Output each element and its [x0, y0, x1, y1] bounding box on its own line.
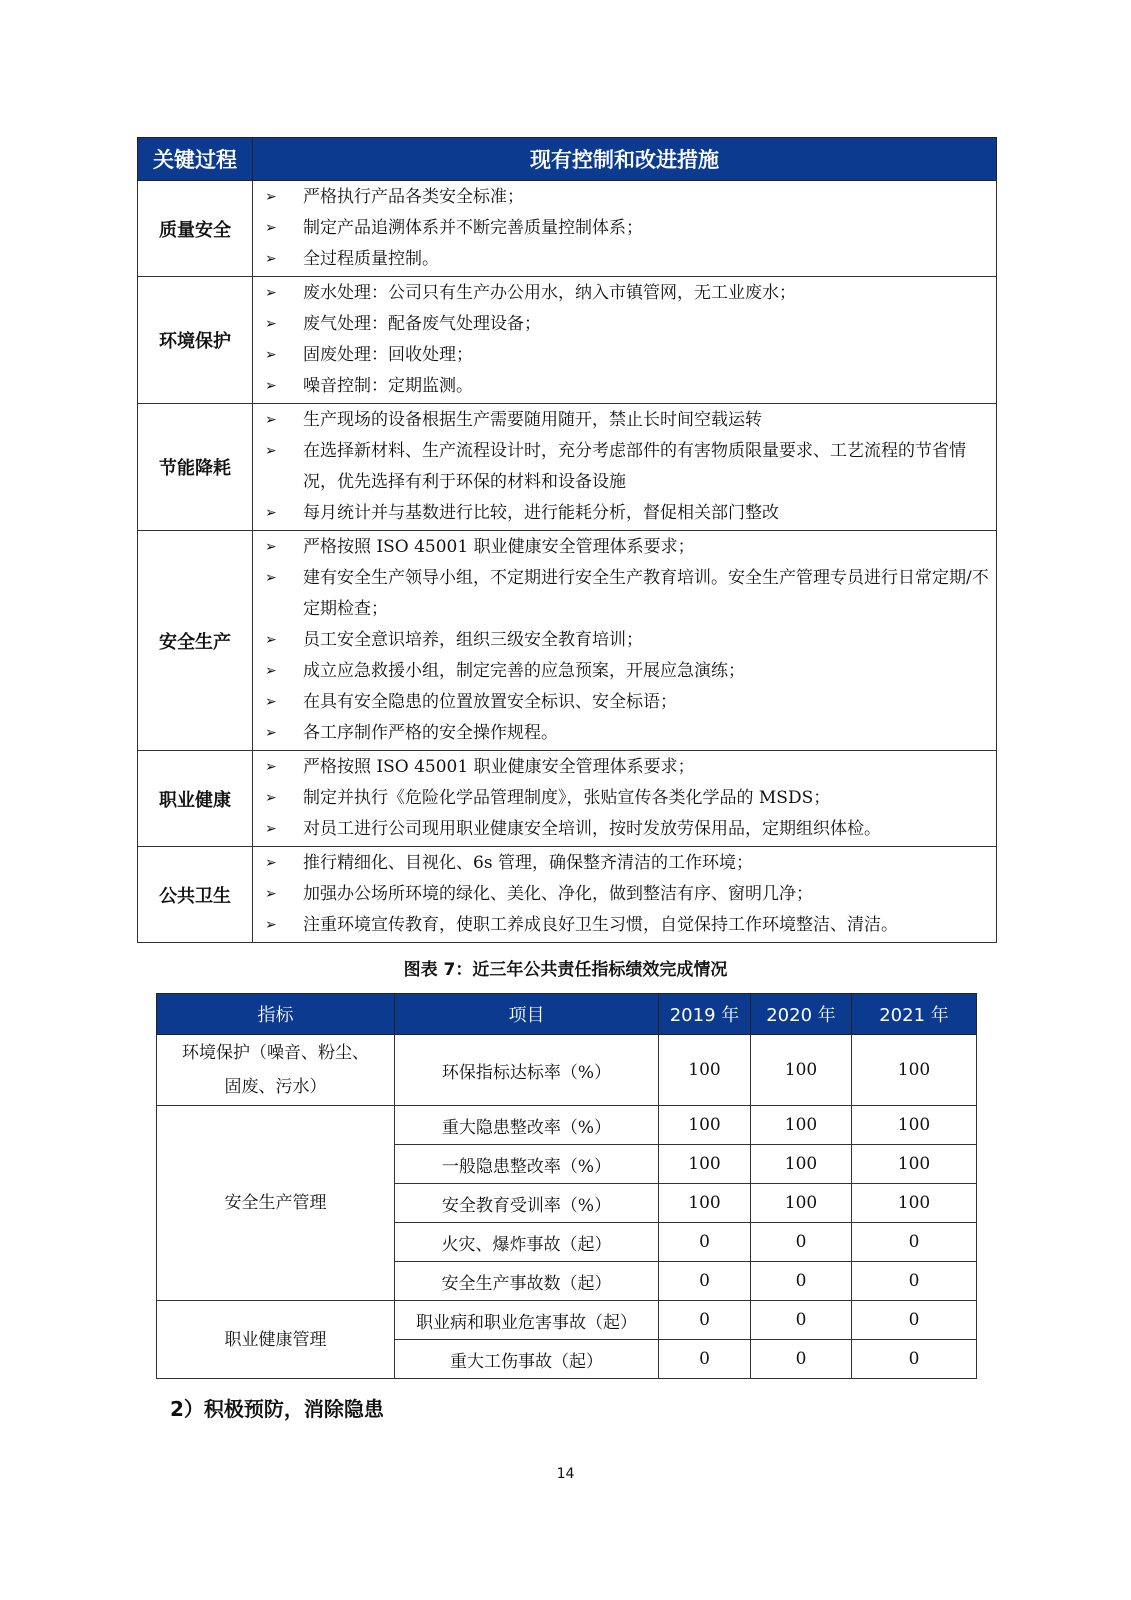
item-cell: 重大工伤事故（起） [395, 1340, 659, 1379]
list-item-text: 推行精细化、目视化、6s 管理，确保整齐清洁的工作环境； [303, 853, 753, 873]
value-cell: 0 [852, 1301, 977, 1340]
arrow-bullet-icon: ➢ [265, 347, 277, 363]
list-item [265, 656, 990, 687]
arrow-bullet-icon: ➢ [265, 855, 277, 871]
list-item-text: 噪音控制：定期监测。 [303, 376, 473, 396]
table-row [157, 1106, 977, 1145]
indicator-cell [157, 1301, 395, 1379]
table-row [138, 181, 997, 277]
arrow-bullet-icon: ➢ [265, 886, 277, 902]
arrow-bullet-icon: ➢ [265, 505, 277, 521]
list-item-text: 成立应急救援小组，制定完善的应急预案，开展应急演练； [303, 661, 745, 681]
value-cell: 100 [852, 1106, 977, 1145]
list-item [265, 278, 990, 309]
table-row [157, 1035, 977, 1106]
key-process-cell: 公共卫生 [138, 847, 253, 943]
list-item-text: 生产现场的设备根据生产需要随用随开，禁止长时间空载运转 [303, 410, 762, 430]
list-item [265, 532, 990, 563]
arrow-bullet-icon: ➢ [265, 251, 277, 267]
value-cell: 100 [852, 1035, 977, 1106]
list-item-text: 员工安全意识培养，组织三级安全教育培训； [303, 630, 643, 650]
list-item-text: 每月统计并与基数进行比较，进行能耗分析，督促相关部门整改 [303, 503, 779, 523]
value-cell: 0 [659, 1340, 751, 1379]
value-cell: 100 [852, 1145, 977, 1184]
value-cell: 0 [852, 1223, 977, 1262]
list-item-text: 严格按照 ISO 45001 职业健康安全管理体系要求； [303, 757, 695, 777]
list-item [265, 498, 990, 529]
list-item [265, 718, 990, 749]
arrow-bullet-icon: ➢ [265, 189, 277, 205]
measures-cell [253, 181, 997, 277]
list-item [265, 563, 990, 625]
list-item-text: 废气处理：配备废气处理设备； [303, 314, 541, 334]
measures-cell [253, 404, 997, 531]
list-item-text: 注重环境宣传教育，使职工养成良好卫生习惯，自觉保持工作环境整洁、清洁。 [303, 915, 898, 935]
arrow-bullet-icon: ➢ [265, 790, 277, 806]
arrow-bullet-icon: ➢ [265, 285, 277, 301]
value-cell: 100 [751, 1184, 852, 1223]
indicator-label: 安全生产管理 [224, 1193, 327, 1213]
arrow-bullet-icon: ➢ [265, 759, 277, 775]
measures-cell [253, 277, 997, 404]
list-item-text: 各工序制作严格的安全操作规程。 [303, 723, 558, 743]
list-item [265, 625, 990, 656]
section-heading: 2）积极预防，消除隐患 [170, 1397, 384, 1421]
page-number: 14 [556, 1466, 575, 1482]
key-process-cell: 质量安全 [138, 181, 253, 277]
item-cell: 火灾、爆炸事故（起） [395, 1223, 659, 1262]
list-item-text: 制定产品追溯体系并不断完善质量控制体系； [303, 218, 643, 238]
item-cell: 环保指标达标率（%） [395, 1035, 659, 1106]
measures-cell [253, 751, 997, 847]
header-year-2019: 2019 年 [659, 994, 751, 1035]
arrow-bullet-icon: ➢ [265, 412, 277, 428]
measures-cell [253, 531, 997, 751]
table-row [157, 1301, 977, 1340]
key-process-cell: 职业健康 [138, 751, 253, 847]
list-item-text: 制定并执行《危险化学品管理制度》，张贴宣传各类化学品的 MSDS； [303, 788, 831, 808]
list-item [265, 910, 990, 941]
value-cell: 100 [751, 1035, 852, 1106]
value-cell: 0 [751, 1223, 852, 1262]
header-label: 现有控制和改进措施 [530, 148, 719, 172]
value-cell: 100 [659, 1035, 751, 1106]
table-header-row [138, 138, 997, 181]
key-process-cell: 节能降耗 [138, 404, 253, 531]
indicator-label: 固废、污水） [224, 1077, 327, 1097]
list-item [265, 752, 990, 783]
value-cell: 0 [852, 1340, 977, 1379]
value-cell: 0 [751, 1262, 852, 1301]
list-item-text: 对员工进行公司现用职业健康安全培训，按时发放劳保用品，定期组织体检。 [303, 819, 881, 839]
table-row [138, 277, 997, 404]
performance-body [157, 1035, 977, 1379]
table-row [138, 751, 997, 847]
list-item-text: 在具有安全隐患的位置放置安全标识、安全标语； [303, 692, 677, 712]
list-item [265, 340, 990, 371]
arrow-bullet-icon: ➢ [265, 378, 277, 394]
list-item [265, 814, 990, 845]
key-process-cell: 安全生产 [138, 531, 253, 751]
control-measures-body [138, 181, 997, 943]
arrow-bullet-icon: ➢ [265, 539, 277, 555]
table-header-row [157, 994, 977, 1035]
table-row [138, 531, 997, 751]
list-item [265, 182, 990, 213]
table-caption: 图表 7：近三年公共责任指标绩效完成情况 [403, 960, 728, 980]
performance-table [156, 993, 977, 1379]
value-cell: 0 [659, 1223, 751, 1262]
list-item [265, 371, 990, 402]
list-item-text: 严格执行产品各类安全标准； [303, 187, 524, 207]
header-indicator: 指标 [157, 994, 395, 1035]
arrow-bullet-icon: ➢ [265, 694, 277, 710]
arrow-bullet-icon: ➢ [265, 443, 277, 459]
header-item: 项目 [395, 994, 659, 1035]
value-cell: 100 [659, 1184, 751, 1223]
list-item-text: 建有安全生产领导小组，不定期进行安全生产教育培训。安全生产管理专员进行日常定期/不定期检查； [303, 568, 989, 619]
list-item [265, 879, 990, 910]
header-year-2021: 2021 年 [852, 994, 977, 1035]
header-key-process [138, 138, 253, 181]
list-item [265, 213, 990, 244]
arrow-bullet-icon: ➢ [265, 917, 277, 933]
list-item [265, 687, 990, 718]
indicator-label: 职业健康管理 [224, 1329, 327, 1350]
value-cell: 100 [751, 1106, 852, 1145]
list-item-text: 严格按照 ISO 45001 职业健康安全管理体系要求； [303, 537, 695, 557]
control-measures-table [137, 137, 997, 943]
measures-cell [253, 847, 997, 943]
list-item [265, 405, 990, 436]
list-item [265, 309, 990, 340]
key-process-cell: 环境保护 [138, 277, 253, 404]
value-cell: 0 [659, 1301, 751, 1340]
list-item [265, 436, 990, 498]
list-item-text: 固废处理：回收处理； [303, 345, 473, 365]
arrow-bullet-icon: ➢ [265, 316, 277, 332]
value-cell: 100 [852, 1184, 977, 1223]
arrow-bullet-icon: ➢ [265, 632, 277, 648]
list-item [265, 783, 990, 814]
value-cell: 100 [659, 1145, 751, 1184]
item-cell: 职业病和职业危害事故（起） [395, 1301, 659, 1340]
arrow-bullet-icon: ➢ [265, 220, 277, 236]
item-cell: 安全教育受训率（%） [395, 1184, 659, 1223]
table-row [138, 404, 997, 531]
list-item [265, 848, 990, 879]
header-label: 关键过程 [153, 148, 237, 172]
item-cell: 重大隐患整改率（%） [395, 1106, 659, 1145]
arrow-bullet-icon: ➢ [265, 821, 277, 837]
indicator-label: 环境保护（噪音、粉尘、 [182, 1043, 369, 1063]
value-cell: 100 [659, 1106, 751, 1145]
arrow-bullet-icon: ➢ [265, 725, 277, 741]
list-item-text: 加强办公场所环境的绿化、美化、净化，做到整洁有序、窗明几净； [303, 884, 813, 904]
value-cell: 100 [751, 1145, 852, 1184]
value-cell: 0 [751, 1340, 852, 1379]
indicator-cell [157, 1035, 395, 1106]
list-item-text: 在选择新材料、生产流程设计时，充分考虑部件的有害物质限量要求、工艺流程的节省情况，优先选择有利于环保的材料和设备设施 [303, 441, 966, 492]
arrow-bullet-icon: ➢ [265, 663, 277, 679]
item-cell: 一般隐患整改率（%） [395, 1145, 659, 1184]
header-measures [253, 138, 997, 181]
arrow-bullet-icon: ➢ [265, 570, 277, 586]
table-row [138, 847, 997, 943]
list-item-text: 全过程质量控制。 [303, 249, 439, 269]
value-cell: 0 [751, 1301, 852, 1340]
list-item-text: 废水处理：公司只有生产办公用水，纳入市镇管网，无工业废水； [303, 283, 796, 303]
value-cell: 0 [659, 1262, 751, 1301]
item-cell: 安全生产事故数（起） [395, 1262, 659, 1301]
list-item [265, 244, 990, 275]
header-year-2020: 2020 年 [751, 994, 852, 1035]
indicator-cell [157, 1106, 395, 1301]
value-cell: 0 [852, 1262, 977, 1301]
